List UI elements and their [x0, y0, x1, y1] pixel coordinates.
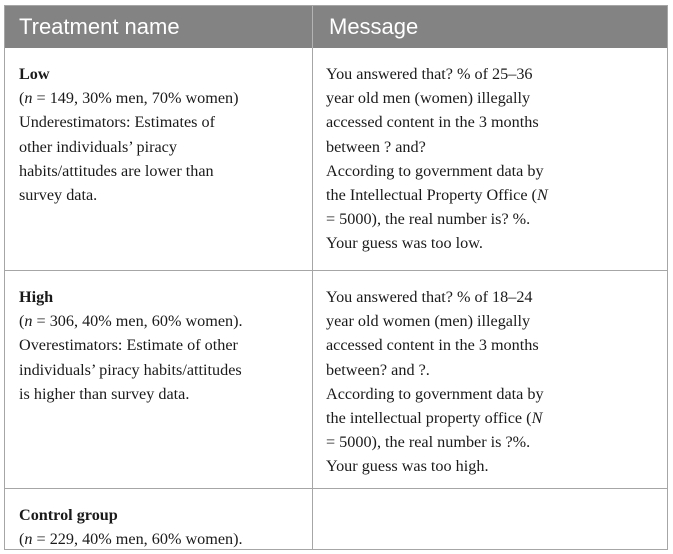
table-row: [5, 48, 667, 270]
treatment-cell: [19, 503, 309, 551]
treatment-name: High: [19, 288, 54, 306]
table-header: [5, 6, 667, 48]
treatment-line: (n = 229, 40% men, 60% women).: [19, 530, 243, 549]
treatment-line: (n = 306, 40% men, 60% women).: [19, 312, 243, 331]
treatment-line: individuals’ piracy habits/attitudes: [19, 360, 242, 379]
message-cell: [326, 62, 664, 256]
treatment-line: is higher than survey data.: [19, 384, 190, 403]
message-line: year old men (women) illegally: [326, 89, 531, 108]
treatment-line: habits/attitudes are lower than: [19, 161, 214, 180]
message-line: According to government data by: [326, 384, 544, 403]
treatment-table: [4, 5, 668, 550]
treatment-line: survey data.: [19, 186, 98, 205]
message-line: According to government data by: [326, 161, 544, 180]
message-line: Your guess was too low.: [326, 234, 483, 253]
message-line: between ? and?: [326, 137, 426, 156]
message-line: You answered that? % of 18–24: [326, 288, 533, 306]
message-line: = 5000), the real number is? %.: [326, 210, 531, 229]
treatment-name: Control group: [19, 506, 118, 524]
treatment-line: other individuals’ piracy: [19, 137, 177, 156]
treatment-line: Overestimators: Estimate of other: [19, 336, 238, 355]
treatment-line: Underestimators: Estimates of: [19, 113, 216, 132]
column-divider: [312, 271, 313, 489]
treatment-line: (n = 149, 30% men, 70% women): [19, 89, 239, 108]
message-line: accessed content in the 3 months: [326, 113, 539, 132]
message-cell: [326, 285, 664, 479]
message-line: accessed content in the 3 months: [326, 336, 539, 355]
message-line: the intellectual property office (N: [326, 409, 543, 428]
message-line: year old women (men) illegally: [326, 312, 531, 331]
column-divider: [312, 48, 313, 270]
table-row: [5, 270, 667, 489]
message-line: You answered that? % of 25–36: [326, 65, 533, 83]
message-line: between? and ?.: [326, 360, 430, 379]
column-divider: [312, 489, 313, 550]
header-treatment-name: Treatment name: [19, 14, 180, 39]
message-line: Your guess was too high.: [326, 457, 489, 476]
header-divider: [312, 6, 313, 48]
header-message: Message: [329, 14, 419, 39]
treatment-cell: [19, 62, 309, 207]
treatment-cell: [19, 285, 309, 406]
message-line: the Intellectual Property Office (N: [326, 186, 548, 205]
table-row: [5, 488, 667, 550]
message-line: = 5000), the real number is ?%.: [326, 433, 531, 452]
treatment-name: Low: [19, 65, 50, 83]
